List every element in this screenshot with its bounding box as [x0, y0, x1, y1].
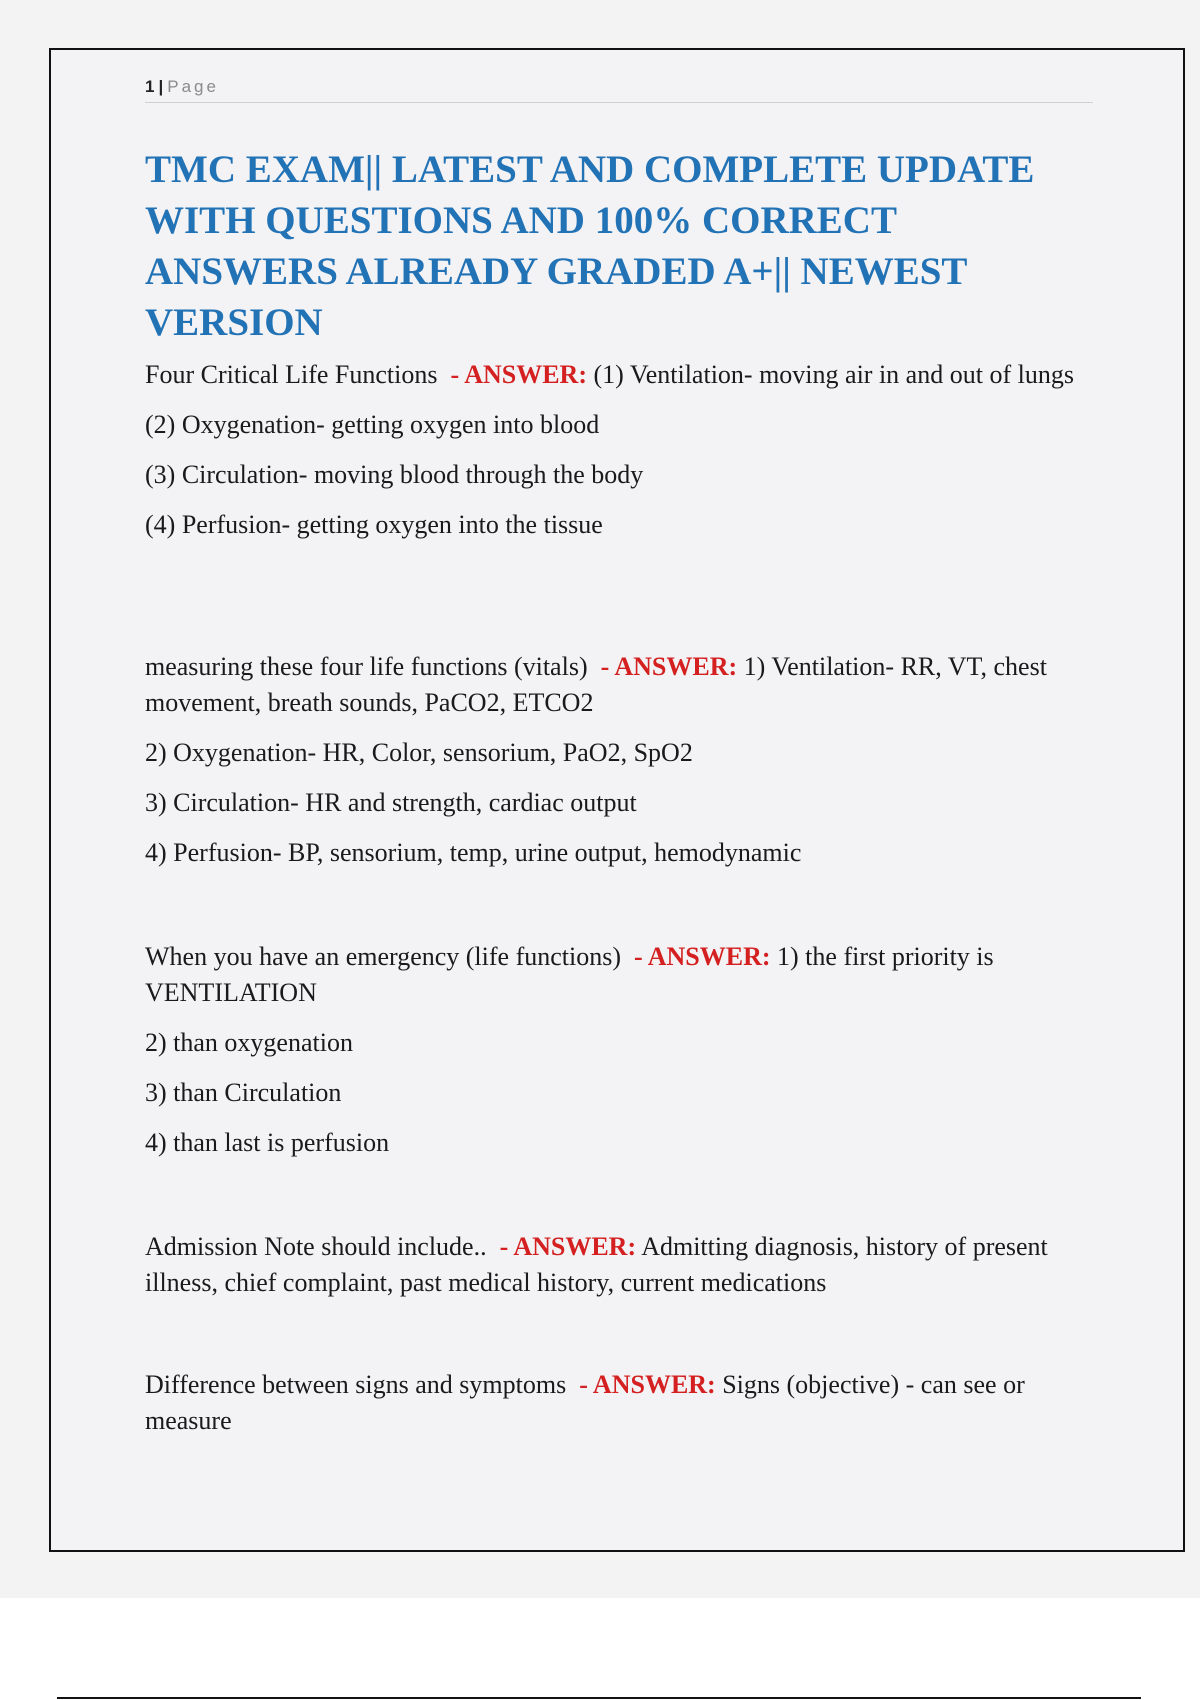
page-separator: | — [158, 77, 164, 96]
qa-answer-line: (4) Perfusion- getting oxygen into the tissue — [145, 510, 603, 539]
answer-tag: - ANSWER: — [450, 360, 587, 389]
qa-answer-line: (3) Circulation- moving blood through the body — [145, 460, 644, 489]
qa-item — [145, 649, 1085, 871]
qa-question-line — [145, 1229, 1085, 1301]
qa-answer-line: 3) Circulation- HR and strength, cardiac output — [145, 788, 637, 817]
qa-answer: 1) Ventilation- RR, VT, chest movement, breath sounds, PaCO2, ETCO2 — [145, 652, 1047, 717]
document-title: TMC EXAM|| LATEST AND COMPLETE UPDATE WITH QUESTIONS AND 100% CORRECT ANSWERS ALREADY GRADED A+|| NEWEST VERSION — [145, 148, 1035, 344]
qa-question: measuring these four life functions (vitals) — [145, 652, 588, 681]
answer-tag: - ANSWER: — [634, 942, 771, 971]
qa-item — [145, 1229, 1085, 1301]
qa-question: Admission Note should include.. — [145, 1232, 487, 1261]
qa-question: Four Critical Life Functions — [145, 360, 438, 389]
qa-question-line — [145, 649, 1085, 721]
page-number: 1 — [145, 77, 155, 96]
page-label: Page — [167, 77, 219, 96]
qa-answer: Admitting diagnosis, history of present illness, chief complaint, past medical history, current medications — [145, 1232, 1048, 1297]
qa-question-line — [145, 939, 1085, 1011]
answer-tag: - ANSWER: — [579, 1370, 716, 1399]
next-page-area — [0, 1598, 1200, 1700]
qa-answer-line: (2) Oxygenation- getting oxygen into blood — [145, 410, 600, 439]
qa-item — [145, 939, 1085, 1161]
qa-answer-line: 2) Oxygenation- HR, Color, sensorium, PaO2, SpO2 — [145, 738, 693, 767]
qa-answer-line: 2) than oxygenation — [145, 1028, 353, 1057]
qa-item — [145, 357, 1085, 543]
qa-answer-line: 4) than last is perfusion — [145, 1128, 390, 1157]
page-header — [145, 74, 1093, 103]
qa-answer: (1) Ventilation- moving air in and out of lungs — [593, 360, 1074, 389]
qa-answer: 1) the first priority is VENTILATION — [145, 942, 994, 1007]
qa-answer-line: 3) than Circulation — [145, 1078, 342, 1107]
answer-tag: - ANSWER: — [499, 1232, 637, 1261]
qa-question-line — [145, 1367, 1085, 1439]
answer-tag: - ANSWER: — [600, 652, 738, 681]
qa-question: Difference between signs and symptoms — [145, 1370, 567, 1399]
qa-question-line — [145, 357, 1085, 393]
next-page-border — [57, 1697, 1141, 1699]
qa-answer: Signs (objective) - can see or measure — [145, 1370, 1025, 1435]
qa-question: When you have an emergency (life functions) — [145, 942, 621, 971]
qa-item — [145, 1367, 1085, 1439]
qa-answer-line: 4) Perfusion- BP, sensorium, temp, urine output, hemodynamic — [145, 838, 802, 867]
